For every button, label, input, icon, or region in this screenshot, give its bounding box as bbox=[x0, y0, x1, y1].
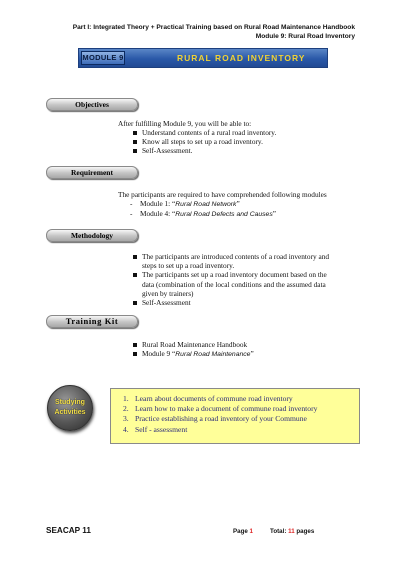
list-item: given by trainers) bbox=[142, 288, 194, 298]
list-item: Self-Assessment. bbox=[130, 146, 276, 155]
list-item: Know all steps to set up a road inventory. bbox=[130, 137, 276, 146]
list-item: Module 9 “Rural Road Maintenance” bbox=[130, 349, 254, 359]
header-line-1: Part I: Integrated Theory + Practical Training based on Rural Road Maintenance Handbook bbox=[72, 24, 355, 31]
requirement-intro: The participants are required to have comprehended following modules bbox=[118, 190, 327, 199]
header-line-2: Module 9: Rural Road Inventory bbox=[255, 33, 355, 40]
bullet-icon bbox=[133, 352, 137, 356]
list-item: data (combination of the local conditions and the assumed data bbox=[142, 279, 326, 289]
objectives-intro: After fulfilling Module 9, you will be able to: bbox=[118, 119, 252, 128]
list-item: The participants are introduced contents of a road inventory and bbox=[130, 252, 362, 261]
bullet-icon bbox=[133, 343, 137, 347]
module-badge: MODULE 9 bbox=[81, 51, 125, 65]
bullet-icon bbox=[133, 273, 137, 277]
objectives-list bbox=[130, 128, 276, 156]
studying-activities-box bbox=[110, 388, 360, 444]
bullet-icon bbox=[133, 131, 137, 135]
list-item: 4. Self - assessment bbox=[123, 424, 188, 434]
list-item: Rural Road Maintenance Handbook bbox=[130, 340, 254, 349]
list-item: Understand contents of a rural road inventory. bbox=[130, 128, 276, 137]
requirement-list bbox=[128, 199, 276, 219]
list-item: 3. Practice establishing a road inventory of your Commune bbox=[123, 414, 307, 424]
methodology-list bbox=[130, 252, 362, 307]
list-item: - Module 1: “Rural Road Network” bbox=[130, 199, 240, 208]
footer-total: Total: 11 pages bbox=[270, 528, 315, 535]
bullet-icon bbox=[133, 140, 137, 144]
list-item: 1. Learn about documents of commune road inventory bbox=[123, 394, 293, 403]
list-item: - Module 4: “Rural Road Defects and Causes” bbox=[130, 209, 276, 219]
footer-org: SEACAP 11 bbox=[46, 526, 91, 535]
footer-page: Page 1 bbox=[233, 528, 253, 535]
methodology-heading: Methodology bbox=[46, 229, 138, 242]
training-kit-heading: Training Kit bbox=[46, 315, 138, 328]
list-item: The participants set up a road inventory document based on the bbox=[130, 270, 362, 279]
list-item: Self-Assessment bbox=[130, 298, 362, 307]
objectives-heading: Objectives bbox=[46, 98, 138, 111]
studying-activities-badge: Studying Activities bbox=[47, 385, 93, 431]
module-title: RURAL ROAD INVENTORY bbox=[177, 53, 306, 63]
activities-list bbox=[123, 394, 317, 435]
bullet-icon bbox=[133, 255, 137, 259]
bullet-icon bbox=[133, 301, 137, 305]
requirement-heading: Requirement bbox=[46, 166, 138, 179]
list-item: 2. Learn how to make a document of commune road inventory bbox=[123, 404, 318, 414]
module-banner bbox=[78, 48, 328, 68]
list-item: steps to set up a road inventory. bbox=[142, 261, 235, 271]
training-kit-list bbox=[130, 340, 254, 359]
bullet-icon bbox=[133, 149, 137, 153]
